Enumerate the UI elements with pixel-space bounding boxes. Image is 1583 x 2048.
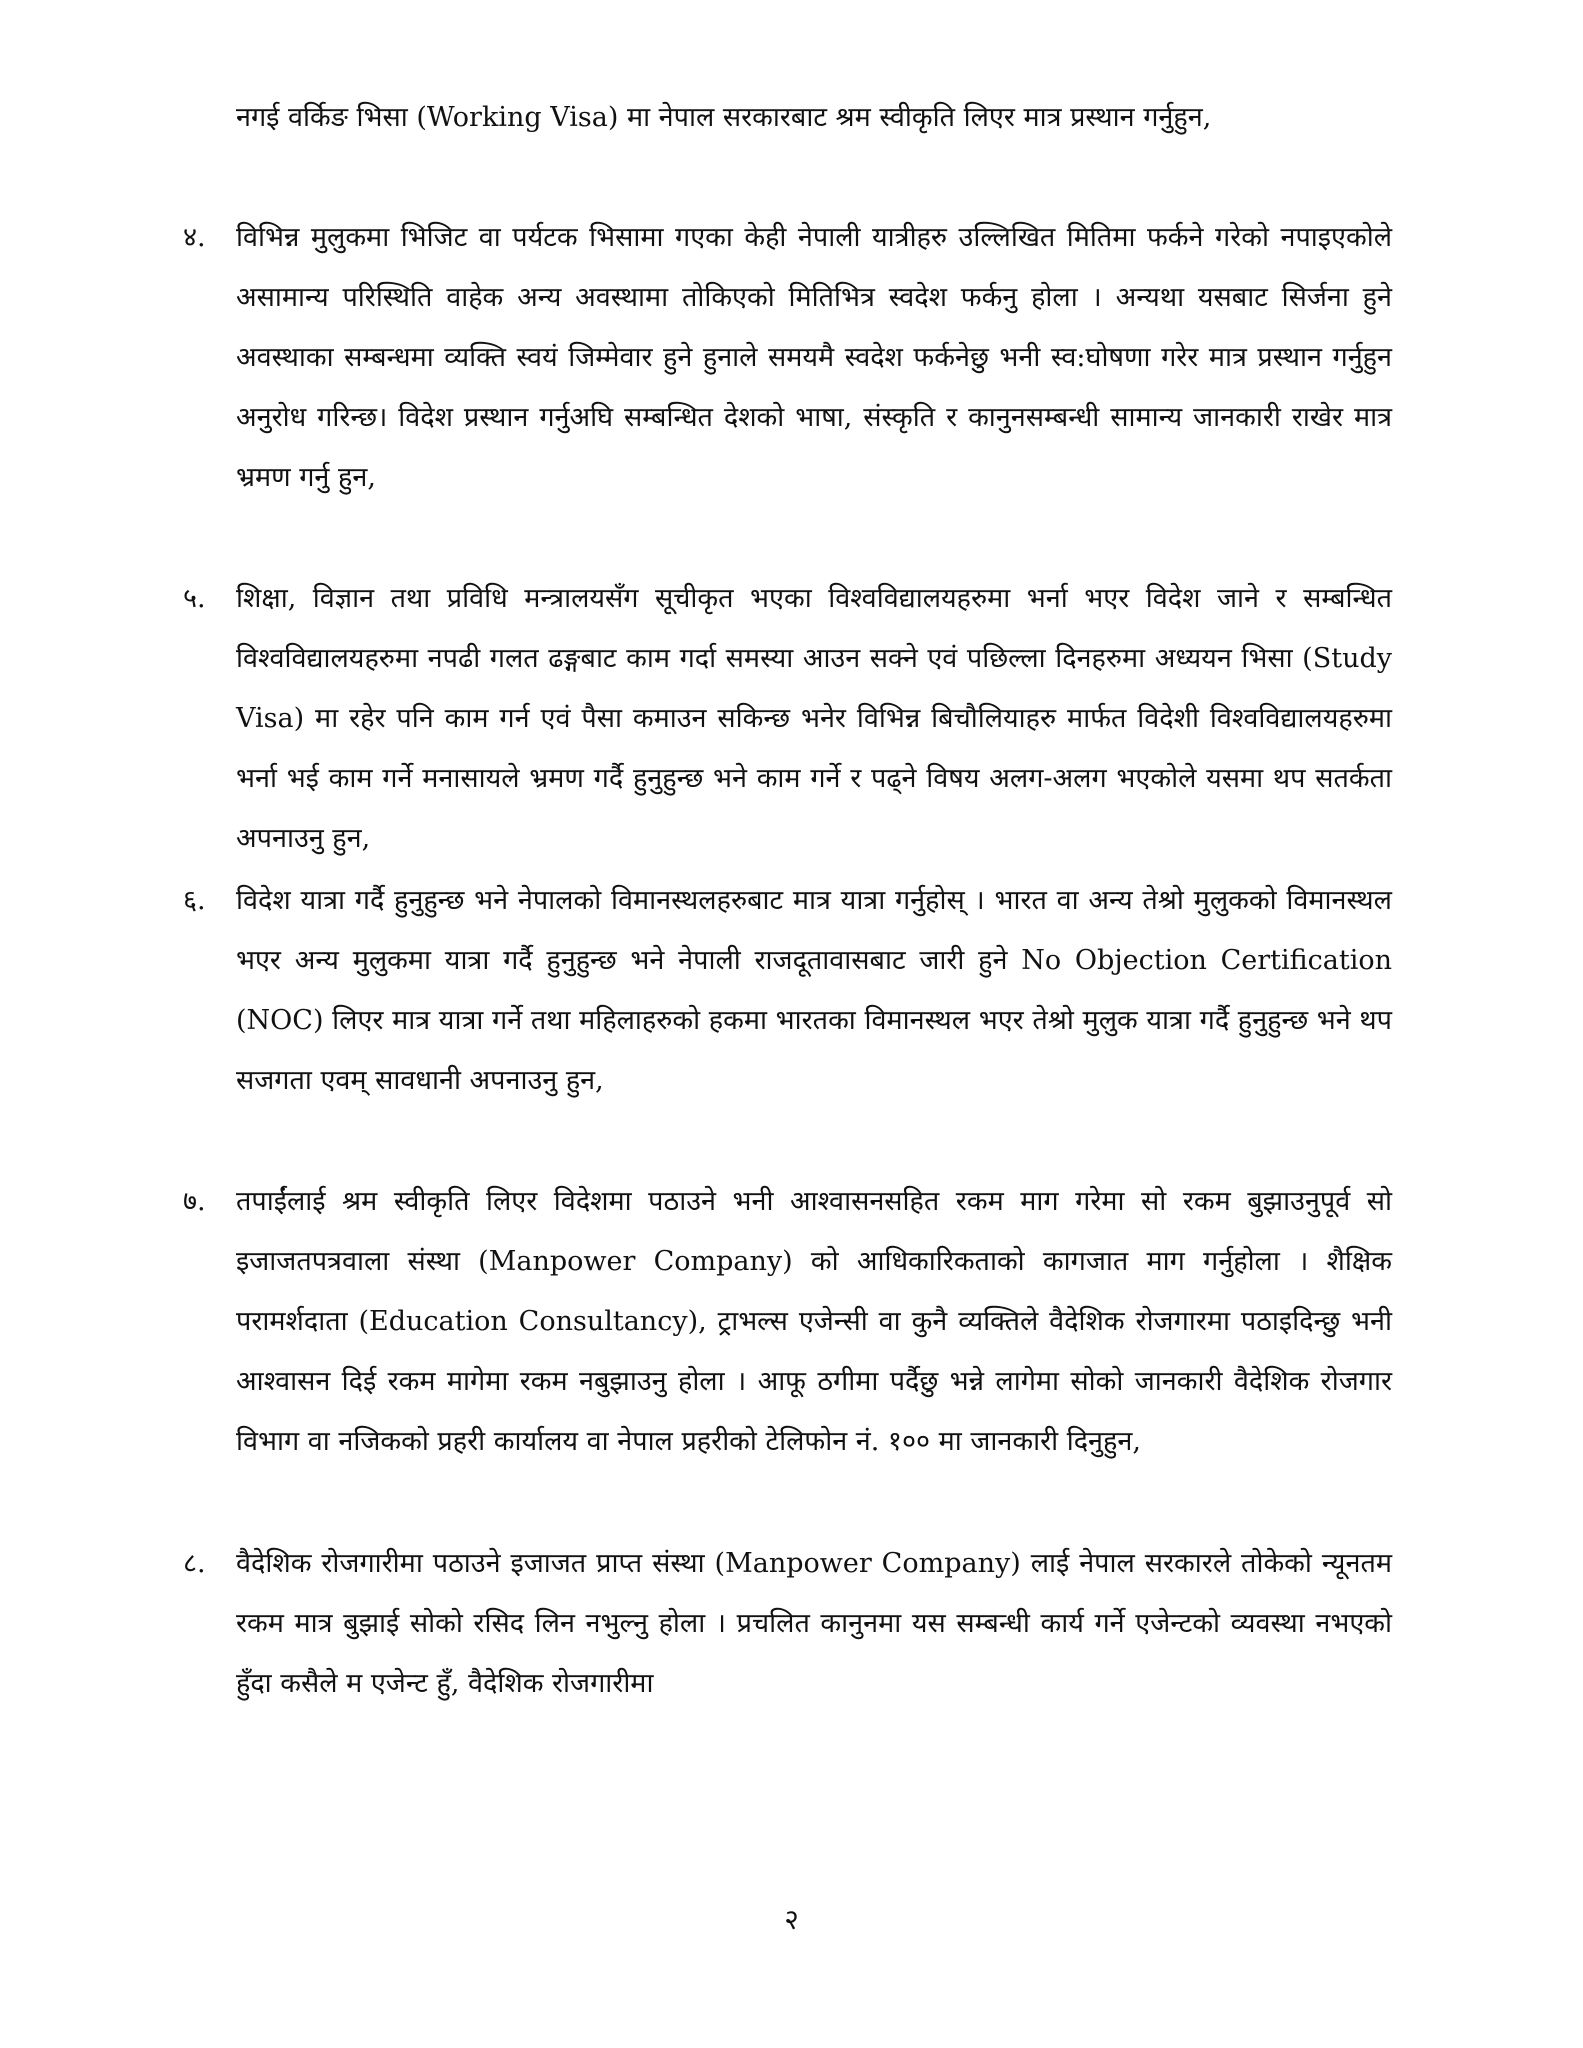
list-item-4: [183, 208, 1392, 508]
list-item-number: ४.: [183, 222, 206, 253]
list-item-number: ५.: [183, 583, 206, 614]
list-item-text: विदेश यात्रा गर्दै हुनुहुन्छ भने नेपालको विमानस्थलहरुबाट मात्र यात्रा गर्नुहोस् । भारत वा अन्य तेश्रो मुलुकको विमानस्थल भएर अन्य मुलुकमा यात्रा गर्दै हुनुहुन्छ भने नेपाली राजदूतावासबाट जारी हुने No Objection Certification (NOC) लिएर मात्र यात्रा गर्ने तथा महिलाहरुको हकमा भारतका विमानस्थल भएर तेश्रो मुलुक यात्रा गर्दै हुनुहुन्छ भने थप सजगता एवम् सावधानी अपनाउनु हुन,: [236, 885, 1392, 1096]
list-item-8: [183, 1534, 1392, 1714]
list-item-text: तपाईंलाई श्रम स्वीकृति लिएर विदेशमा पठाउने भनी आश्वासनसहित रकम माग गरेमा सो रकम बुझाउनुपूर्व सो इजाजतपत्रवाला संस्था (Manpower Company) को आधिकारिकताको कागजात माग गर्नुहोला । शैक्षिक परामर्शदाता (Education Consultancy), ट्राभल्स एजेन्सी वा कुनै व्यक्तिले वैदेशिक रोजगारमा पठाइदिन्छु भनी आश्वासन दिई रकम मागेमा रकम नबुझाउनु होला । आफू ठगीमा पर्दैछु भन्ने लागेमा सोको जानकारी वैदेशिक रोजगार विभाग वा नजिकको प्रहरी कार्यालय वा नेपाल प्रहरीको टेलिफोन नं. १०० मा जानकारी दिनुहुन,: [236, 1186, 1392, 1457]
list-item-5: [183, 569, 1392, 869]
list-item-number: ८.: [183, 1548, 206, 1579]
list-item-number: ६.: [183, 885, 206, 916]
list-item-7: [183, 1172, 1392, 1472]
continuation-paragraph: नगई वर्किङ भिसा (Working Visa) मा नेपाल सरकारबाट श्रम स्वीकृति लिएर मात्र प्रस्थान गर्नुहुन,: [236, 102, 1212, 133]
list-item-text: वैदेशिक रोजगारीमा पठाउने इजाजत प्राप्त संस्था (Manpower Company) लाई नेपाल सरकारले तोकेको न्यूनतम रकम मात्र बुझाई सोको रसिद लिन नभुल्नु होला । प्रचलित कानुनमा यस सम्बन्धी कार्य गर्ने एजेन्टको व्यवस्था नभएको हुँदा कसैले म एजेन्ट हुँ, वैदेशिक रोजगारीमा: [236, 1548, 1392, 1699]
list-item-text: विभिन्न मुलुकमा भिजिट वा पर्यटक भिसामा गएका केही नेपाली यात्रीहरु उल्लिखित मितिमा फर्कने गरेको नपाइएकोले असामान्य परिस्थिति वाहेक अन्य अवस्थामा तोकिएको मितिभित्र स्वदेश फर्कनु होला । अन्यथा यसबाट सिर्जना हुने अवस्थाका सम्बन्धमा व्यक्ति स्वयं जिम्मेवार हुने हुनाले समयमै स्वदेश फर्कनेछु भनी स्व:घोषणा गरेर मात्र प्रस्थान गर्नुहुन अनुरोध गरिन्छ। विदेश प्रस्थान गर्नुअघि सम्बन्धित देशको भाषा, संस्कृति र कानुनसम्बन्धी सामान्य जानकारी राखेर मात्र भ्रमण गर्नु हुन,: [236, 222, 1392, 493]
list-item-6: [183, 871, 1392, 1111]
page-number: २: [784, 1903, 799, 1936]
list-item-text: शिक्षा, विज्ञान तथा प्रविधि मन्त्रालयसँग सूचीकृत भएका विश्वविद्यालयहरुमा भर्ना भएर विदेश जाने र सम्बन्धित विश्वविद्यालयहरुमा नपढी गलत ढङ्गबाट काम गर्दा समस्या आउन सक्ने एवं पछिल्ला दिनहरुमा अध्ययन भिसा (Study Visa) मा रहेर पनि काम गर्न एवं पैसा कमाउन सकिन्छ भनेर विभिन्न बिचौलियाहरु मार्फत विदेशी विश्वविद्यालयहरुमा भर्ना भई काम गर्ने मनासायले भ्रमण गर्दै हुनुहुन्छ भने काम गर्ने र पढ्ने विषय अलग-अलग भएकोले यसमा थप सतर्कता अपनाउनु हुन,: [236, 583, 1392, 854]
list-item-number: ७.: [183, 1186, 206, 1217]
